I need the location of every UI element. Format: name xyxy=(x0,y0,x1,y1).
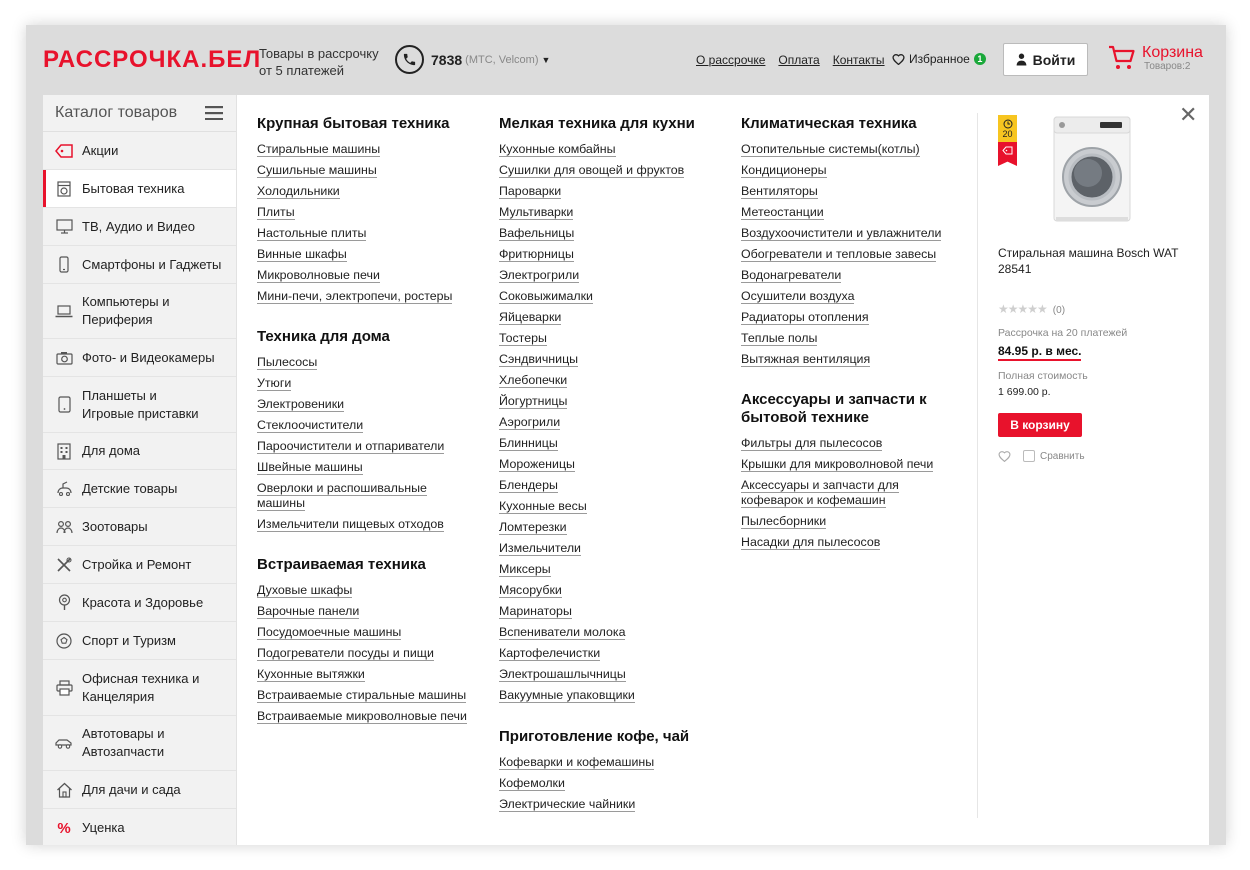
menu-group xyxy=(257,115,487,310)
menu-link[interactable]: Хлебопечки xyxy=(499,373,568,387)
sidebar-item-label: Уценка xyxy=(82,820,125,835)
menu-link[interactable]: Сушилки для овощей и фруктов xyxy=(499,163,685,177)
cart-link[interactable] xyxy=(1108,45,1203,73)
heart-icon[interactable] xyxy=(998,450,1011,462)
tv-icon xyxy=(55,218,73,236)
tag-icon xyxy=(55,142,73,160)
menu-link[interactable]: Осушители воздуха xyxy=(741,289,855,303)
installment-badge-count: 20 xyxy=(1002,128,1013,139)
menu-link[interactable]: Электрогрили xyxy=(499,268,580,282)
pets-icon xyxy=(55,518,73,536)
installment-label: Рассрочка на 20 платежей xyxy=(998,327,1128,339)
menu-group-links xyxy=(499,142,729,703)
sidebar-item-label: Фото- и Видеокамеры xyxy=(82,349,215,365)
menu-group-links xyxy=(741,142,971,367)
menu-link[interactable]: Воздухоочистители и увлажнители xyxy=(741,226,942,240)
user-icon xyxy=(1016,53,1027,66)
menu-link[interactable]: Пароочистители и отпариватели xyxy=(257,439,445,453)
close-icon[interactable]: ✕ xyxy=(1179,102,1198,127)
menu-link[interactable]: Сушильные машины xyxy=(257,163,377,177)
sidebar-item-pets[interactable] xyxy=(43,508,236,546)
sidebar-item-appliances[interactable] xyxy=(43,170,236,208)
menu-link[interactable]: Кофемолки xyxy=(499,776,565,790)
washer-icon xyxy=(55,180,73,198)
sidebar-item-tv-audio-video[interactable] xyxy=(43,208,236,246)
catalog-header[interactable] xyxy=(43,95,236,132)
menu-group-title: Аксессуары и запчасти к бытовой технике xyxy=(741,391,927,426)
menu-link[interactable]: Миксеры xyxy=(499,562,551,576)
sidebar-item-home[interactable] xyxy=(43,433,236,470)
review-count[interactable]: (0) xyxy=(1052,305,1066,316)
menu-group-links xyxy=(257,355,487,532)
sidebar-item-label: Красота и Здоровье xyxy=(82,594,204,610)
menu-link[interactable]: Плиты xyxy=(257,205,295,219)
menu-link[interactable]: Ломтерезки xyxy=(499,520,567,534)
chevron-down-icon[interactable]: ▼ xyxy=(541,54,551,65)
product-name[interactable]: Стиральная машина Bosch WAT 28541 xyxy=(998,246,1179,276)
menu-group xyxy=(499,728,729,818)
menu-link[interactable]: Вафельницы xyxy=(499,226,575,240)
menu-link[interactable]: Тостеры xyxy=(499,331,547,345)
menu-link[interactable]: Измельчители пищевых отходов xyxy=(257,517,444,531)
menu-link[interactable]: Маринаторы xyxy=(499,604,572,618)
menu-link[interactable]: Радиаторы отопления xyxy=(741,310,869,324)
sidebar-item-label: Акции xyxy=(82,142,119,158)
menu-link[interactable]: Мультиварки xyxy=(499,205,574,219)
full-price: 1 699.00 р. xyxy=(998,386,1051,398)
menu-link[interactable]: Обогреватели и тепловые завесы xyxy=(741,247,937,261)
product-image[interactable] xyxy=(1048,115,1136,227)
smartphone-icon xyxy=(55,256,73,274)
menu-link[interactable]: Аэрогрили xyxy=(499,415,561,429)
catalog-dropdown xyxy=(43,95,1209,845)
catalog-sidebar xyxy=(43,95,237,845)
menu-link[interactable]: Мясорубки xyxy=(499,583,562,597)
menu-link[interactable]: Отопительные системы(котлы) xyxy=(741,142,920,156)
sidebar-item-label: Компьютеры и Периферия xyxy=(82,294,170,327)
menu-link[interactable]: Электрошашлычницы xyxy=(499,667,626,681)
menu-link[interactable]: Мини-печи, электропечи, ростеры xyxy=(257,289,453,303)
menu-link[interactable]: Стиральные машины xyxy=(257,142,381,156)
sidebar-item-tablets[interactable] xyxy=(43,377,236,433)
sidebar-item-garden[interactable] xyxy=(43,771,236,809)
menu-link[interactable]: Пылесборники xyxy=(741,514,827,528)
sidebar-item-label: Бытовая техника xyxy=(82,180,185,196)
site-logo[interactable]: РАССРОЧКА.БЕЛ xyxy=(43,46,262,73)
cart-icon xyxy=(1108,45,1136,71)
menu-group-title: Техника для дома xyxy=(257,328,390,345)
phone-icon xyxy=(395,45,424,74)
favorites-label: Избранное xyxy=(909,52,970,66)
menu-link[interactable]: Оверлоки и распошивальные машины xyxy=(257,481,427,510)
catalog-title: Каталог товаров xyxy=(55,104,178,121)
login-label: Войти xyxy=(1032,51,1076,68)
heart-icon xyxy=(892,53,905,65)
menu-group-title: Крупная бытовая техника xyxy=(257,115,450,132)
sidebar-item-beauty[interactable] xyxy=(43,584,236,622)
beauty-icon xyxy=(55,594,73,612)
menu-group-links xyxy=(741,436,946,550)
sidebar-item-discount[interactable] xyxy=(43,809,236,845)
building-icon xyxy=(55,442,73,460)
menu-link[interactable]: Фритюрницы xyxy=(499,247,574,261)
menu-link[interactable]: Швейные машины xyxy=(257,460,363,474)
link-contacts[interactable]: Контакты xyxy=(832,53,885,67)
sidebar-item-sport[interactable] xyxy=(43,622,236,660)
menu-link[interactable]: Вытяжная вентиляция xyxy=(741,352,871,366)
menu-link[interactable]: Блинницы xyxy=(499,436,558,450)
menu-group-title: Встраиваемая техника xyxy=(257,556,426,573)
menu-group xyxy=(257,328,487,538)
menu-link[interactable]: Крышки для микроволновой печи xyxy=(741,457,934,471)
menu-link[interactable]: Блендеры xyxy=(499,478,558,492)
menu-group-title: Приготовление кофе, чай xyxy=(499,728,690,745)
tools-icon xyxy=(55,556,73,574)
camera-icon xyxy=(55,349,73,367)
sidebar-item-label: Офисная техника и Канцелярия xyxy=(82,670,200,704)
menu-link[interactable]: Холодильники xyxy=(257,184,340,198)
favorites-link[interactable] xyxy=(892,52,986,66)
link-payment[interactable]: Оплата xyxy=(778,53,820,67)
menu-link[interactable]: Кондиционеры xyxy=(741,163,827,177)
sidebar-item-label: Зоотовары xyxy=(82,518,148,534)
menu-group-title: Климатическая техника xyxy=(741,115,917,132)
add-to-cart-button[interactable]: В корзину xyxy=(998,413,1082,437)
menu-group xyxy=(499,115,729,709)
top-links xyxy=(696,53,885,67)
menu-link[interactable]: Теплые полы xyxy=(741,331,818,345)
percent-icon: % xyxy=(57,819,71,837)
full-price-label: Полная стоимость xyxy=(998,370,1088,382)
sidebar-item-promotions[interactable] xyxy=(43,132,236,170)
clock-icon xyxy=(1003,119,1013,129)
menu-link[interactable]: Электровеники xyxy=(257,397,345,411)
tag-icon xyxy=(1002,146,1013,155)
sidebar-item-label: Смартфоны и Гаджеты xyxy=(82,256,222,272)
menu-link[interactable]: Пароварки xyxy=(499,184,562,198)
page-frame xyxy=(26,25,1226,845)
menu-link[interactable]: Фильтры для пылесосов xyxy=(741,436,883,450)
ball-icon xyxy=(55,632,73,650)
menu-link[interactable]: Кухонные комбайны xyxy=(499,142,616,156)
hamburger-menu-icon[interactable] xyxy=(205,106,223,120)
divider xyxy=(977,113,978,818)
promo-badge xyxy=(998,142,1017,166)
menu-link[interactable]: Соковыжималки xyxy=(499,289,593,303)
menu-link[interactable]: Посудомоечные машины xyxy=(257,625,402,639)
sidebar-item-label: Автотовары и Автозапчасти xyxy=(82,726,165,759)
menu-link[interactable]: Подогреватели посуды и пищи xyxy=(257,646,434,660)
menu-link[interactable]: Картофелечистки xyxy=(499,646,601,660)
menu-group xyxy=(741,391,946,556)
menu-link[interactable]: Стеклоочистители xyxy=(257,418,364,432)
sidebar-item-smartphones[interactable] xyxy=(43,246,236,284)
menu-group-links xyxy=(257,583,487,724)
cart-count: Товаров:2 xyxy=(1144,61,1191,72)
laptop-icon xyxy=(55,302,73,320)
sidebar-item-office[interactable] xyxy=(43,660,236,716)
tablet-icon xyxy=(55,396,73,414)
menu-group xyxy=(741,115,971,373)
menu-link[interactable]: Мороженицы xyxy=(499,457,575,471)
menu-link[interactable]: Пылесосы xyxy=(257,355,318,369)
menu-link[interactable]: Встраиваемые стиральные машины xyxy=(257,688,467,702)
house-icon xyxy=(55,781,73,799)
menu-link[interactable]: Микроволновые печи xyxy=(257,268,380,282)
menu-link[interactable]: Вентиляторы xyxy=(741,184,818,198)
phone-operators: (МТС, Velcom) xyxy=(465,53,539,66)
star-rating: ★★★★★ xyxy=(998,302,1047,316)
installment-badge xyxy=(998,115,1017,142)
menu-link[interactable]: Кухонные вытяжки xyxy=(257,667,365,681)
menu-link[interactable]: Вспениватели молока xyxy=(499,625,626,639)
menu-link[interactable]: Встраиваемые микроволновые печи xyxy=(257,709,467,723)
sidebar-item-label: Спорт и Туризм xyxy=(82,632,176,648)
menu-link[interactable]: Настольные плиты xyxy=(257,226,367,240)
menu-link[interactable]: Насадки для пылесосов xyxy=(741,535,881,549)
tagline xyxy=(259,45,379,79)
menu-link[interactable]: Йогуртницы xyxy=(499,394,568,408)
menu-group xyxy=(257,556,487,730)
tagline-line2: от 5 платежей xyxy=(259,63,345,78)
sidebar-item-auto[interactable] xyxy=(43,716,236,771)
cart-label: Корзина xyxy=(1142,44,1203,61)
printer-icon xyxy=(55,679,73,697)
sidebar-item-computers[interactable] xyxy=(43,284,236,339)
menu-link[interactable]: Сэндвичницы xyxy=(499,352,579,366)
menu-link[interactable]: Аксессуары и запчасти для кофеварок и кофемашин xyxy=(741,478,899,507)
menu-group-links xyxy=(257,142,487,304)
menu-link[interactable]: Варочные панели xyxy=(257,604,360,618)
tagline-line1: Товары в рассрочку xyxy=(259,46,379,61)
menu-link[interactable]: Кофеварки и кофемашины xyxy=(499,755,655,769)
menu-link[interactable]: Метеостанции xyxy=(741,205,824,219)
menu-link[interactable]: Духовые шкафы xyxy=(257,583,353,597)
menu-link[interactable]: Водонагреватели xyxy=(741,268,842,282)
compare-checkbox[interactable] xyxy=(1023,450,1035,462)
phone-block[interactable] xyxy=(395,45,550,74)
product-actions xyxy=(998,450,1085,462)
menu-link[interactable]: Вакуумные упаковщики xyxy=(499,688,635,702)
favorites-count-badge: 1 xyxy=(974,53,986,65)
menu-link[interactable]: Измельчители xyxy=(499,541,581,555)
menu-link[interactable]: Яйцеварки xyxy=(499,310,562,324)
installment-price: 84.95 р. в мес. xyxy=(998,344,1081,361)
link-about-installment[interactable]: О рассрочке xyxy=(696,53,766,67)
sidebar-item-label: Для дачи и сада xyxy=(82,781,181,797)
menu-group-title: Мелкая техника для кухни xyxy=(499,115,695,132)
sidebar-item-label: Для дома xyxy=(82,443,141,458)
menu-link[interactable]: Электрические чайники xyxy=(499,797,636,811)
sidebar-item-label: ТВ, Аудио и Видео xyxy=(82,218,195,234)
compare-label[interactable]: Сравнить xyxy=(1040,450,1085,462)
menu-link[interactable]: Винные шкафы xyxy=(257,247,347,261)
toy-icon xyxy=(55,480,73,498)
sidebar-item-construction[interactable] xyxy=(43,546,236,584)
menu-link[interactable]: Утюги xyxy=(257,376,292,390)
rating-stars xyxy=(998,302,1065,316)
sidebar-item-label: Стройка и Ремонт xyxy=(82,556,192,572)
menu-group-links xyxy=(499,755,729,812)
login-button[interactable] xyxy=(1003,43,1088,76)
sidebar-item-label: Планшеты и Игровые приставки xyxy=(82,387,199,421)
sidebar-item-kids[interactable] xyxy=(43,470,236,508)
menu-link[interactable]: Кухонные весы xyxy=(499,499,587,513)
car-icon xyxy=(55,734,73,752)
phone-number: 7838 xyxy=(431,51,463,68)
sidebar-item-label: Детские товары xyxy=(82,480,178,496)
sidebar-item-cameras[interactable] xyxy=(43,339,236,377)
